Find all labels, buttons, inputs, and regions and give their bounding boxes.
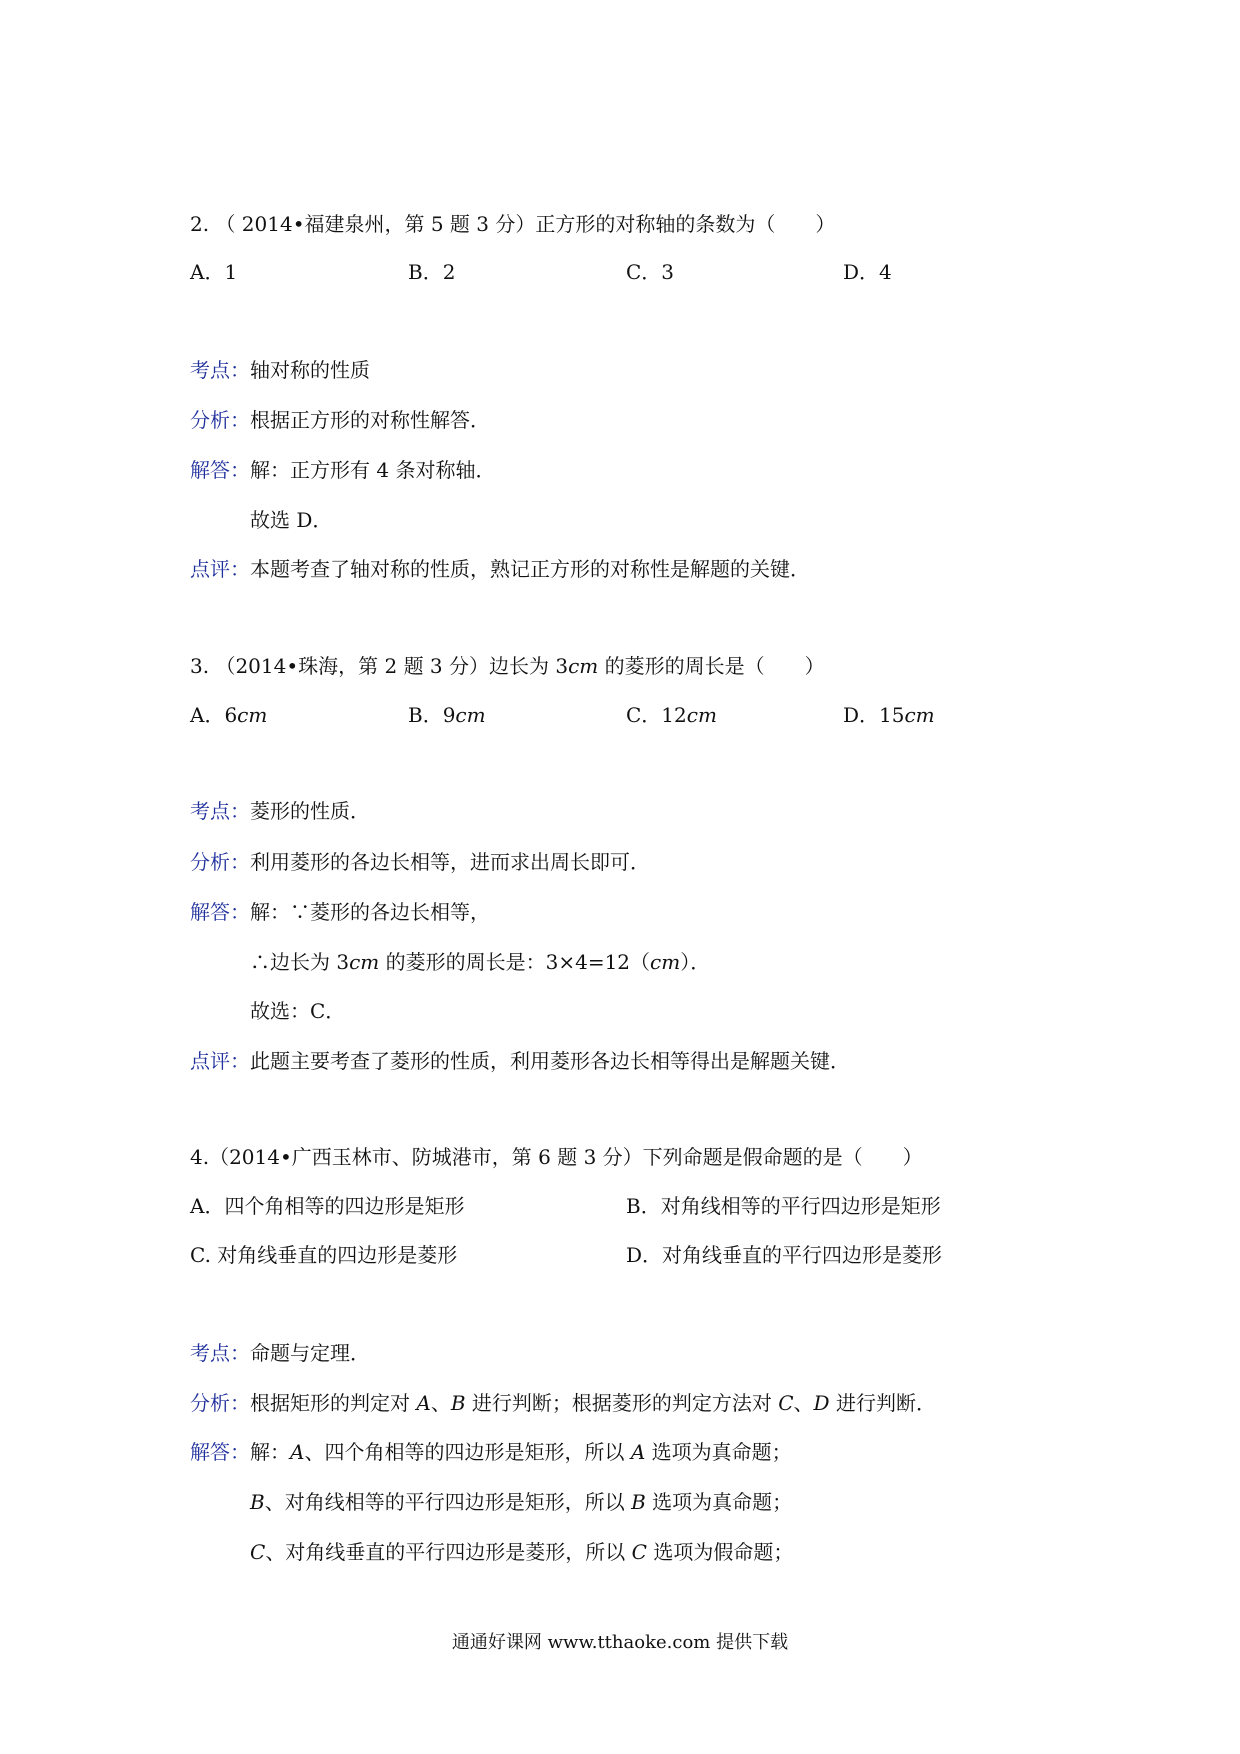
q4-fenxi-p2: 、	[430, 1391, 451, 1415]
q3-kaodian	[190, 797, 370, 825]
q4-jieda-a2: 、四个角相等的四边形是矩形，所以	[304, 1440, 631, 1464]
q3-jieda	[190, 898, 490, 926]
q2-jieda	[190, 456, 495, 484]
q3-option-d-pre: D．15	[843, 703, 905, 727]
q3-jieda2-pre: ∴边长为 3	[250, 950, 350, 974]
q3-jieda2-unit2: cm	[650, 950, 681, 974]
q3-jieda2-post: ）．	[680, 950, 711, 974]
q3-dianping	[190, 1047, 850, 1075]
q4-jieda-a0: 解：	[250, 1440, 290, 1464]
q4-fenxi-p7: D	[813, 1391, 830, 1415]
q3-option-c-pre: C．12	[626, 703, 687, 727]
fenxi-text: 利用菱形的各边长相等，进而求出周长即可．	[250, 850, 650, 874]
q3-stem-unit: cm	[568, 654, 599, 678]
q3-stem	[190, 652, 825, 680]
q4-fenxi-p6: 、	[793, 1391, 814, 1415]
q3-option-b	[408, 701, 486, 729]
q2-dianping	[190, 555, 810, 583]
q3-option-a	[190, 701, 267, 729]
dianping-text: 本题考查了轴对称的性质，熟记正方形的对称性是解题的关键．	[250, 557, 810, 581]
q3-option-c-unit: cm	[686, 703, 717, 727]
q3-jieda-answer: 故选：C．	[250, 999, 346, 1023]
q4-fenxi-p1: A	[416, 1391, 431, 1415]
q4-jieda-c1: 、对角线垂直的平行四边形是菱形，所以	[265, 1540, 632, 1564]
q4-fenxi-p0: 根据矩形的判定对	[250, 1391, 417, 1415]
q4-option-a: A．四个角相等的四边形是矩形	[190, 1194, 465, 1218]
q4-option-b: B．对角线相等的平行四边形是矩形	[626, 1194, 941, 1218]
fenxi-text: 根据正方形的对称性解答．	[250, 408, 490, 432]
q3-stem-post: 的菱形的周长是（ ）	[598, 654, 825, 678]
dianping-label: 点评：	[190, 1049, 250, 1073]
kaodian-label: 考点：	[190, 1341, 250, 1365]
jieda-label: 解答：	[190, 900, 250, 924]
q4-option-c: C. 对角线垂直的四边形是菱形	[190, 1243, 458, 1267]
q4-jieda-c0: C	[250, 1540, 266, 1564]
q4-jieda-b1: 、对角线相等的平行四边形是矩形，所以	[264, 1490, 632, 1514]
dianping-text: 此题主要考查了菱形的性质，利用菱形各边长相等得出是解题关键．	[250, 1049, 850, 1073]
q3-option-a-pre: A．6	[190, 703, 238, 727]
q4-jieda-a3: A	[630, 1440, 646, 1464]
kaodian-label: 考点：	[190, 799, 250, 823]
q2-option-d: D．4	[843, 260, 892, 284]
jieda-text: 解：∵菱形的各边长相等，	[250, 900, 490, 924]
q4-kaodian	[190, 1339, 370, 1367]
q4-stem: 4.（2014•广西玉林市、防城港市，第 6 题 3 分）下列命题是假命题的是（ ）	[190, 1145, 923, 1169]
q2-option-b: B．2	[408, 260, 456, 284]
q4-fenxi-p3: B	[450, 1391, 466, 1415]
q3-option-a-unit: cm	[237, 703, 268, 727]
dianping-label: 点评：	[190, 557, 250, 581]
q2-option-c: C．3	[626, 260, 675, 284]
fenxi-label: 分析：	[190, 1391, 250, 1415]
q4-fenxi	[190, 1389, 936, 1417]
q3-stem-pre: 3. （2014•珠海，第 2 题 3 分）边长为 3	[190, 654, 569, 678]
q2-stem: 2. （ 2014•福建泉州，第 5 题 3 分）正方形的对称轴的条数为（ ）	[190, 212, 836, 236]
q4-fenxi-p4: 进行判断；根据菱形的判定方法对	[465, 1391, 779, 1415]
q4-jieda-b	[250, 1488, 792, 1516]
q4-jieda-b0: B	[250, 1490, 265, 1514]
q4-jieda-b2: B	[631, 1490, 646, 1514]
kaodian-text: 菱形的性质．	[250, 799, 370, 823]
q2-option-a: A．1	[190, 260, 238, 284]
q4-fenxi-p5: C	[778, 1391, 794, 1415]
q3-option-d	[843, 701, 935, 729]
q3-option-c	[626, 701, 717, 729]
jieda-label: 解答：	[190, 458, 250, 482]
q3-jieda-2	[250, 948, 710, 976]
kaodian-text: 命题与定理．	[250, 1341, 370, 1365]
q4-jieda-b3: 选项为真命题；	[645, 1490, 793, 1514]
q4-jieda-c2: C	[631, 1540, 647, 1564]
q3-jieda2-unit: cm	[349, 950, 380, 974]
q2-kaodian	[190, 356, 370, 384]
q3-option-d-unit: cm	[904, 703, 935, 727]
q3-option-b-unit: cm	[455, 703, 486, 727]
q4-option-d: D．对角线垂直的平行四边形是菱形	[626, 1243, 943, 1267]
q2-fenxi	[190, 406, 490, 434]
page-footer: 通通好课网 www.tthaoke.com 提供下载	[451, 1632, 789, 1653]
q3-jieda2-mid: 的菱形的周长是：3×4=12（	[379, 950, 651, 974]
kaodian-text: 轴对称的性质	[250, 358, 370, 382]
q2-jieda-answer: 故选 D．	[250, 508, 333, 532]
q4-jieda-a4: 选项为真命题；	[645, 1440, 792, 1464]
kaodian-label: 考点：	[190, 358, 250, 382]
q4-fenxi-p8: 进行判断．	[829, 1391, 936, 1415]
jieda-text: 解：正方形有 4 条对称轴．	[250, 458, 496, 482]
q4-jieda-a1: A	[290, 1440, 305, 1464]
q3-fenxi	[190, 848, 650, 876]
q4-jieda	[190, 1438, 792, 1466]
fenxi-label: 分析：	[190, 850, 250, 874]
q4-jieda-c	[250, 1538, 793, 1566]
q4-jieda-c3: 选项为假命题；	[646, 1540, 794, 1564]
jieda-label: 解答：	[190, 1440, 250, 1464]
fenxi-label: 分析：	[190, 408, 250, 432]
q3-option-b-pre: B．9	[408, 703, 456, 727]
